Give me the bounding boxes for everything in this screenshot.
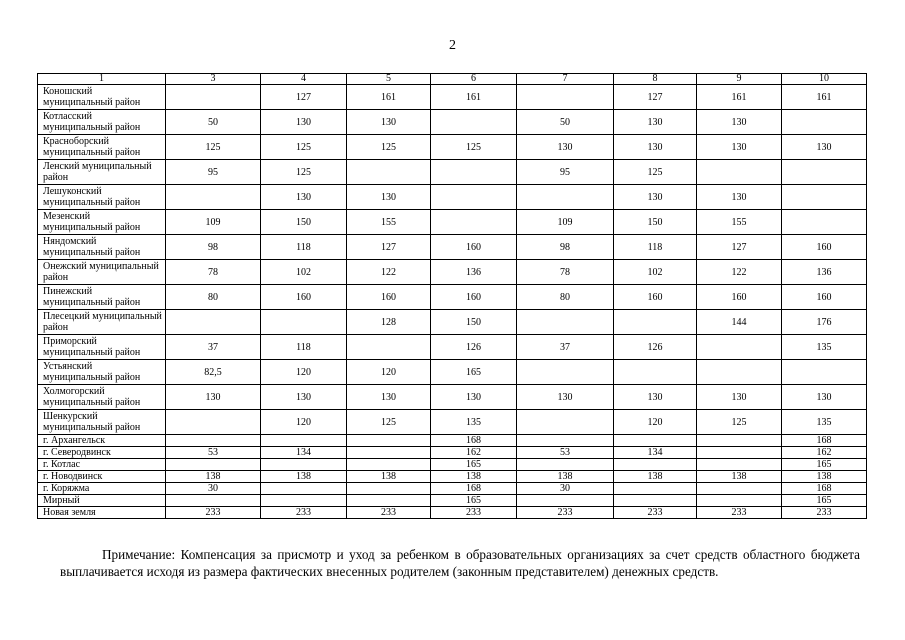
table-cell: 130 <box>614 135 697 160</box>
column-header: 3 <box>166 74 261 85</box>
column-header: 6 <box>431 74 517 85</box>
table-cell: 125 <box>261 135 347 160</box>
table-row <box>38 110 867 135</box>
table-cell: 130 <box>431 385 517 410</box>
table-cell: 160 <box>347 285 431 310</box>
table-row <box>38 495 867 507</box>
table-cell: 233 <box>614 507 697 519</box>
table-cell: 130 <box>614 185 697 210</box>
table-row <box>38 85 867 110</box>
table-cell <box>166 495 261 507</box>
row-name: Пинежский муниципальный район <box>38 285 166 310</box>
table-cell <box>347 459 431 471</box>
table-cell <box>261 435 347 447</box>
table-row <box>38 160 867 185</box>
table-cell: 118 <box>261 235 347 260</box>
table-cell <box>517 459 614 471</box>
table-cell: 130 <box>347 110 431 135</box>
table-cell: 130 <box>782 135 867 160</box>
table-cell: 50 <box>517 110 614 135</box>
table-cell: 130 <box>347 185 431 210</box>
table-cell: 176 <box>782 310 867 335</box>
table-cell: 37 <box>166 335 261 360</box>
row-name: Холмогорский муниципальный район <box>38 385 166 410</box>
table-cell: 136 <box>431 260 517 285</box>
table-cell <box>697 335 782 360</box>
table-cell: 233 <box>347 507 431 519</box>
table-cell: 138 <box>166 471 261 483</box>
table-cell: 162 <box>431 447 517 459</box>
compensation-table <box>37 73 867 519</box>
table-cell <box>782 360 867 385</box>
table-cell: 161 <box>697 85 782 110</box>
table-row <box>38 459 867 471</box>
table-cell: 120 <box>347 360 431 385</box>
column-header: 1 <box>38 74 166 85</box>
table-cell: 118 <box>614 235 697 260</box>
table-cell: 125 <box>431 135 517 160</box>
table-cell: 165 <box>782 495 867 507</box>
table-cell <box>782 110 867 135</box>
table-cell: 161 <box>782 85 867 110</box>
table-row <box>38 410 867 435</box>
row-name: г. Коряжма <box>38 483 166 495</box>
table-cell <box>347 495 431 507</box>
table-row <box>38 360 867 385</box>
column-header: 8 <box>614 74 697 85</box>
table-cell: 120 <box>261 360 347 385</box>
row-name: Няндомский муниципальный район <box>38 235 166 260</box>
note-text: Примечание: Компенсация за присмотр и уход за ребенком в образовательных организациях за счет средств областного бюджета выплачивается исходя из размера фактических внесенных родителем (законным представителем) денежных средств. <box>60 547 860 579</box>
table-row <box>38 483 867 495</box>
table-cell <box>697 459 782 471</box>
table-cell <box>166 410 261 435</box>
table-cell <box>347 447 431 459</box>
table-cell <box>347 435 431 447</box>
column-header: 9 <box>697 74 782 85</box>
table-cell: 102 <box>614 260 697 285</box>
table-cell <box>166 85 261 110</box>
table-cell: 130 <box>614 385 697 410</box>
table-cell: 135 <box>782 410 867 435</box>
table-cell <box>517 185 614 210</box>
table-cell <box>431 210 517 235</box>
table-cell: 130 <box>614 110 697 135</box>
table-cell: 50 <box>166 110 261 135</box>
row-name: Новая земля <box>38 507 166 519</box>
table-cell: 120 <box>614 410 697 435</box>
table-cell <box>517 495 614 507</box>
table-row <box>38 507 867 519</box>
table-row <box>38 385 867 410</box>
table-cell: 233 <box>431 507 517 519</box>
table-cell: 136 <box>782 260 867 285</box>
table-cell: 165 <box>431 360 517 385</box>
row-name: г. Котлас <box>38 459 166 471</box>
table-cell: 168 <box>431 435 517 447</box>
table-cell <box>166 310 261 335</box>
table-cell: 134 <box>614 447 697 459</box>
table-cell: 233 <box>517 507 614 519</box>
table-cell: 127 <box>697 235 782 260</box>
table-cell: 80 <box>166 285 261 310</box>
table-cell <box>697 447 782 459</box>
table-cell <box>782 210 867 235</box>
table-row <box>38 285 867 310</box>
table-cell: 144 <box>697 310 782 335</box>
table-cell: 161 <box>431 85 517 110</box>
table-cell <box>517 360 614 385</box>
table-cell <box>431 110 517 135</box>
table-cell: 138 <box>261 471 347 483</box>
table-cell <box>614 360 697 385</box>
table-cell <box>517 310 614 335</box>
table-cell: 160 <box>782 285 867 310</box>
table-cell: 150 <box>431 310 517 335</box>
table-cell: 138 <box>782 471 867 483</box>
table-cell: 126 <box>614 335 697 360</box>
row-name: Мирный <box>38 495 166 507</box>
table-cell: 127 <box>347 235 431 260</box>
row-name: Красноборский муниципальный район <box>38 135 166 160</box>
table-cell <box>261 459 347 471</box>
page-number: 2 <box>449 38 456 53</box>
table-cell: 160 <box>782 235 867 260</box>
table-cell <box>614 459 697 471</box>
table-cell <box>261 483 347 495</box>
table-cell <box>697 360 782 385</box>
table-cell: 160 <box>697 285 782 310</box>
table-header-row <box>38 74 867 85</box>
table-cell: 78 <box>517 260 614 285</box>
row-name: г. Северодвинск <box>38 447 166 459</box>
row-name: Котласский муниципальный район <box>38 110 166 135</box>
table-cell: 161 <box>347 85 431 110</box>
table-cell <box>517 410 614 435</box>
row-name: Лешуконский муниципальный район <box>38 185 166 210</box>
table-cell: 98 <box>517 235 614 260</box>
table-cell <box>697 160 782 185</box>
table-cell: 165 <box>431 459 517 471</box>
table-cell: 138 <box>431 471 517 483</box>
table-cell: 233 <box>782 507 867 519</box>
table-cell: 82,5 <box>166 360 261 385</box>
row-name: г. Архангельск <box>38 435 166 447</box>
table-cell <box>166 185 261 210</box>
column-header: 5 <box>347 74 431 85</box>
table-cell: 138 <box>614 471 697 483</box>
table-cell: 109 <box>166 210 261 235</box>
table-cell: 130 <box>261 385 347 410</box>
table-cell <box>614 435 697 447</box>
row-name: г. Новодвинск <box>38 471 166 483</box>
table-cell <box>782 160 867 185</box>
table-cell: 168 <box>782 435 867 447</box>
table-cell: 130 <box>261 185 347 210</box>
table-cell: 125 <box>614 160 697 185</box>
table-cell: 125 <box>261 160 347 185</box>
table-cell: 150 <box>614 210 697 235</box>
table-cell: 168 <box>431 483 517 495</box>
table-cell <box>347 483 431 495</box>
table-cell: 160 <box>431 235 517 260</box>
table-cell: 130 <box>782 385 867 410</box>
table-cell: 53 <box>166 447 261 459</box>
table-cell <box>431 185 517 210</box>
table-cell <box>431 160 517 185</box>
table-cell: 168 <box>782 483 867 495</box>
table-cell: 126 <box>431 335 517 360</box>
row-name: Плесецкий муниципальный район <box>38 310 166 335</box>
table-cell: 130 <box>166 385 261 410</box>
row-name: Ленский муниципальный район <box>38 160 166 185</box>
table-cell <box>517 435 614 447</box>
row-name: Онежский муниципальный район <box>38 260 166 285</box>
row-name: Устьянский муниципальный район <box>38 360 166 385</box>
table-cell: 95 <box>517 160 614 185</box>
table-cell: 162 <box>782 447 867 459</box>
row-name: Шенкурский муниципальный район <box>38 410 166 435</box>
table-cell <box>347 335 431 360</box>
table-cell <box>517 85 614 110</box>
table-cell: 130 <box>697 185 782 210</box>
table-cell <box>782 185 867 210</box>
table-row <box>38 310 867 335</box>
row-name: Мезенский муниципальный район <box>38 210 166 235</box>
table-cell: 95 <box>166 160 261 185</box>
table-cell <box>347 160 431 185</box>
table-cell <box>166 435 261 447</box>
table-cell <box>166 459 261 471</box>
table-cell: 122 <box>347 260 431 285</box>
table-cell: 233 <box>261 507 347 519</box>
table-cell: 138 <box>697 471 782 483</box>
table-cell: 109 <box>517 210 614 235</box>
table-cell: 118 <box>261 335 347 360</box>
row-name: Приморский муниципальный район <box>38 335 166 360</box>
row-name: Коношский муниципальный район <box>38 85 166 110</box>
table-cell: 135 <box>431 410 517 435</box>
table-cell: 155 <box>697 210 782 235</box>
table-cell: 102 <box>261 260 347 285</box>
table-row <box>38 435 867 447</box>
column-header: 10 <box>782 74 867 85</box>
table-row <box>38 260 867 285</box>
table-cell: 128 <box>347 310 431 335</box>
table-cell: 130 <box>697 135 782 160</box>
table-cell: 37 <box>517 335 614 360</box>
table-cell: 150 <box>261 210 347 235</box>
table-cell: 125 <box>347 410 431 435</box>
table-cell: 30 <box>166 483 261 495</box>
table-cell: 233 <box>166 507 261 519</box>
table-cell: 165 <box>782 459 867 471</box>
table-cell <box>261 495 347 507</box>
table-cell: 30 <box>517 483 614 495</box>
table-cell <box>614 495 697 507</box>
table-cell: 130 <box>697 110 782 135</box>
table-cell: 134 <box>261 447 347 459</box>
table-cell: 130 <box>261 110 347 135</box>
table-cell: 127 <box>614 85 697 110</box>
table-cell: 138 <box>347 471 431 483</box>
table-cell: 78 <box>166 260 261 285</box>
table-cell: 135 <box>782 335 867 360</box>
table-row <box>38 235 867 260</box>
table-cell <box>697 495 782 507</box>
table-row <box>38 471 867 483</box>
column-header: 4 <box>261 74 347 85</box>
table-cell: 233 <box>697 507 782 519</box>
table-cell: 160 <box>614 285 697 310</box>
table-cell: 160 <box>261 285 347 310</box>
table-row <box>38 135 867 160</box>
table-cell <box>614 310 697 335</box>
table-cell <box>697 483 782 495</box>
table-cell: 120 <box>261 410 347 435</box>
table-cell <box>697 435 782 447</box>
table-row <box>38 185 867 210</box>
table-cell: 165 <box>431 495 517 507</box>
table-cell: 160 <box>431 285 517 310</box>
table-cell: 138 <box>517 471 614 483</box>
column-header: 7 <box>517 74 614 85</box>
table-cell <box>614 483 697 495</box>
table-cell: 98 <box>166 235 261 260</box>
table-cell: 125 <box>347 135 431 160</box>
table-cell: 53 <box>517 447 614 459</box>
table-cell: 130 <box>347 385 431 410</box>
table-cell: 80 <box>517 285 614 310</box>
table-cell: 122 <box>697 260 782 285</box>
table-row <box>38 335 867 360</box>
table-cell: 125 <box>697 410 782 435</box>
table-cell: 130 <box>697 385 782 410</box>
table-cell <box>261 310 347 335</box>
table-cell: 127 <box>261 85 347 110</box>
table-cell: 125 <box>166 135 261 160</box>
table-row <box>38 210 867 235</box>
table-cell: 130 <box>517 385 614 410</box>
table-row <box>38 447 867 459</box>
table-cell: 155 <box>347 210 431 235</box>
table-cell: 130 <box>517 135 614 160</box>
